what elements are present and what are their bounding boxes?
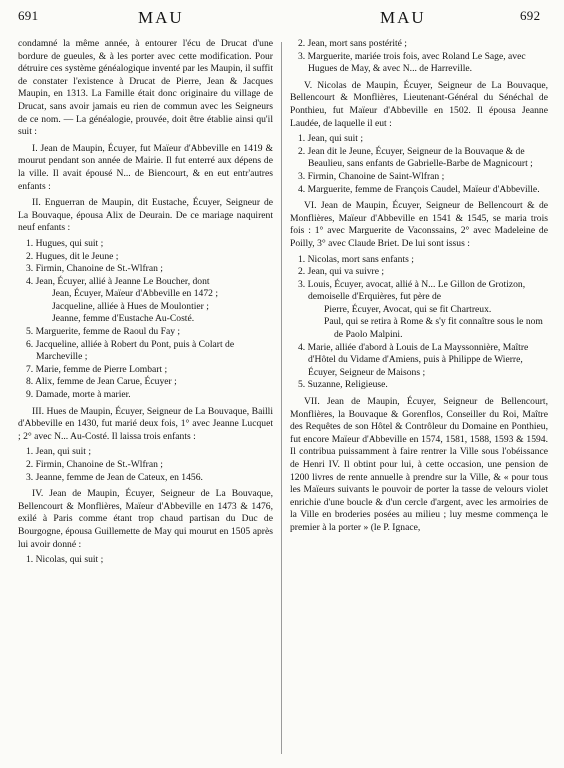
list-item: 3. Marguerite, mariée trois fois, avec Roland Le Sage, avec Hugues de May, & avec N... de Harreville.: [298, 50, 526, 75]
generation-III: III. Hues de Maupin, Écuyer, Seigneur de La Bouvaque, Bailli d'Abbeville en 1430, fut marié deux fois, 1° avec Jeanne Lucquet ; 2° avec N... Au-Costé. Il laissa trois enfants :: [18, 405, 273, 442]
list-subitem: Jeanne, femme d'Eustache Au-Costé.: [52, 313, 195, 325]
children-list-V: [290, 133, 548, 196]
list-item: 2. Firmin, Chanoine de St.-Wlfran ;: [26, 459, 163, 470]
list-item: 3. Firmin, Chanoine de Saint-Wlfran ;: [298, 170, 445, 182]
list-item: 8. Alix, femme de Jean Carue, Écuyer ;: [26, 376, 177, 388]
list-item: 4. Jean, Écuyer, allié à Jeanne Le Boucher, dont: [26, 275, 210, 287]
list-item: 1. Nicolas, mort sans enfants ;: [298, 253, 414, 265]
list-item: 3. Jeanne, femme de Jean de Cateux, en 1456.: [26, 471, 203, 483]
children-list-IV-continued: [290, 38, 548, 76]
list-subitem: Jean, Écuyer, Maïeur d'Abbeville en 1472 ;: [52, 288, 218, 300]
list-item: 4. Marguerite, femme de François Caudel, Maïeur d'Abbeville.: [298, 183, 540, 195]
children-list-III: [18, 446, 273, 484]
list-item: 5. Suzanne, Religieuse.: [298, 379, 388, 391]
list-item: 3. Firmin, Chanoine de St.-Wlfran ;: [26, 263, 163, 275]
list-item: 1. Jean, qui suit ;: [298, 133, 364, 145]
children-list-II: [18, 238, 273, 402]
running-title-left: MAU: [138, 8, 184, 27]
list-item: 2. Jean dit le Jeune, Écuyer, Seigneur de la Bouvaque & de Beaulieu, sans enfants de Gabrielle-Barbe de Magnicourt ;: [298, 145, 533, 170]
list-item: 5. Marguerite, femme de Raoul du Fay ;: [26, 326, 181, 338]
column-divider: [281, 42, 282, 754]
list-subitem: Paul, qui se retira à Rome & s'y fit connaître sous le nom de Paolo Malpini.: [324, 316, 543, 341]
page-number-right: 692: [520, 8, 541, 23]
list-subitem: Pierre, Écuyer, Avocat, qui se fit Chartreux.: [324, 303, 492, 315]
page-number-left: 691: [18, 8, 39, 23]
list-subitem: Jacqueline, alliée à Hues de Moulontier ;: [52, 300, 209, 312]
list-item: 2. Jean, mort sans postérité ;: [298, 38, 407, 49]
list-item: 2. Hugues, dit le Jeune ;: [26, 250, 119, 262]
list-item: 1. Hugues, qui suit ;: [26, 237, 104, 249]
list-item: 2. Jean, qui va suivre ;: [298, 266, 385, 278]
intro-paragraph: condamné la même année, à entourer l'écu de Drucat d'une bordure de gueules, & à les porter avec cette modification. Pour détruire ces système généalogique inventé par les Maupin, il suffit de constater l'existence à Drucat de Pierre, Jean & Jacques Maupin, en 1313. La Famille était donc originaire du village de Drucat, sans avoir jamais eu rien de commun avec les Seigneurs de ce nom. — La généalogie, prouvée, doit être établie ainsi qu'il suit :: [18, 38, 273, 138]
running-title-right: MAU: [380, 8, 426, 27]
list-item: 1. Nicolas, qui suit ;: [26, 554, 104, 566]
generation-IV: IV. Jean de Maupin, Écuyer, Seigneur de La Bouvaque, Bellencourt & Monflières, Maïeur d'Abbeville en 1473 & 1476, exilé à Paris comme étant trop chaud partisan du Duc de Bourgogne, épousa Guillemette de May qui mourut en 1505 après lui avoir donné :: [18, 488, 273, 550]
list-item: 6. Jacqueline, alliée à Robert du Pont, puis à Colart de Marcheville ;: [26, 338, 235, 363]
children-list-IV: [18, 554, 273, 567]
right-column: [290, 38, 548, 538]
generation-I: I. Jean de Maupin, Écuyer, fut Maïeur d'Abbeville en 1419 & mourut pendant son année de Mairie. Il fut enterré aux dépens de la ville. Il avait épousé N... de Biencourt, & en eut entr'autres enfants :: [18, 142, 273, 192]
list-item: 7. Marie, femme de Pierre Lombart ;: [26, 363, 168, 375]
list-item: 4. Marie, alliée d'abord à Louis de La Mayssonnière, Maître d'Hôtel du Vidame d'Amiens, puis à Philippe de Wierre, Écuyer, Seigneur de Maisons ;: [298, 341, 529, 378]
generation-V: V. Nicolas de Maupin, Écuyer, Seigneur de La Bouvaque, Bellencourt & Monflières, Lieutenant-Général du Sénéchal de Ponthieu, fut Maïeur d'Abbeville en 1502. Il épousa Jeanne Laudée, de laquelle il eut :: [290, 79, 548, 129]
list-item: 1. Jean, qui suit ;: [26, 446, 92, 458]
list-item: 3. Louis, Écuyer, avocat, allié à N... Le Gillon de Grotizon, demoiselle d'Erquières, fut père de: [298, 278, 526, 303]
left-column: [18, 38, 273, 570]
generation-VI: VI. Jean de Maupin, Écuyer, Seigneur de Bellencourt & de Monflières, Maïeur d'Abbeville en 1541 & 1545, se maria trois fois : 1° avec Marguerite de Vaconssains, 2° avec Madeleine de Poilly, 3° avec Claude Briet. De lui sont issus :: [290, 200, 548, 249]
generation-VII: VII. Jean de Maupin, Écuyer, Seigneur de Bellencourt, Monflières, la Bouvaque & Gorenflos, Conseiller du Roi, Maître des Requêtes de son Hôtel & Contrôleur du Domaine en Ponthieu, fut encore Maïeur d'Abbeville en 1574, 1581, 1588, 1593 & 1594. Il contribua puissamment à faire rentrer la Ville sous l'obéissance de Henri IV. Il obtint pour lui, à cette occasion, une pension de 1200 livres de rente annuelle à prendre sur la Ville, & « pour tous les Maïeurs suivants le pouvoir de porter la tasse de velours violet enrichie d'une boucle & d'un cercle d'argent, avec les armoiries de la Ville en broderies posées au milieu ; luy mesme commença le premier à la porter » (le P. Ignace,: [290, 396, 548, 533]
list-item: 9. Damade, morte à marier.: [26, 389, 131, 401]
generation-II: II. Enguerran de Maupin, dit Eustache, Écuyer, Seigneur de La Bouvaque, épousa Alix de Deurain. De ce mariage naquirent neuf enfants :: [18, 197, 273, 234]
children-list-VI: [290, 254, 548, 393]
